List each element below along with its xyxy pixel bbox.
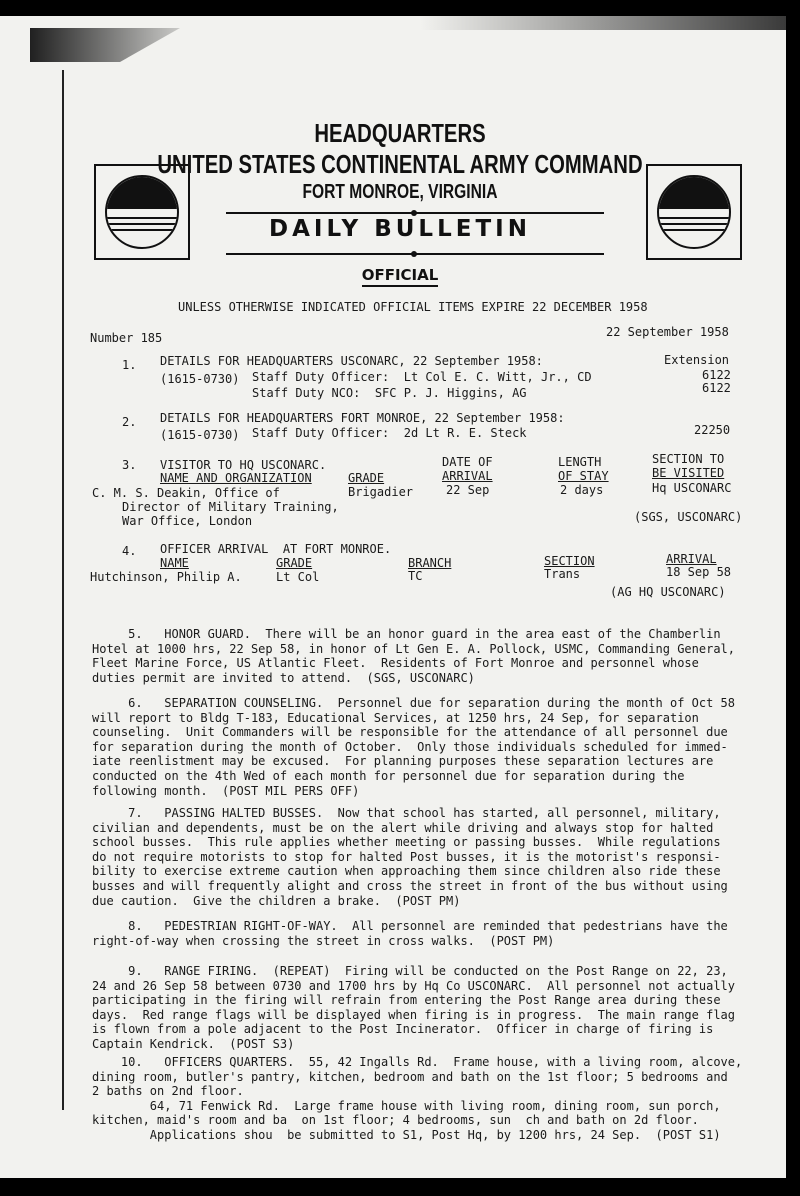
item-range-firing: 9. RANGE FIRING. (REPEAT) Firing will be conducted on the Post Range on 22, 23, 24 and 26 Sep 58 between 0730 and 1700 hrs by Hq Co USCONARC. All personnel not actually participating in the firing will refrain from entering the Post Range area during these days. Red range flags will be displayed when firing is in progress. The main range flag is flown from a pole adjacent to the Post Incinerator. Officer in charge of firing is Captain Kendrick. (POST S3) (92, 964, 735, 1051)
item-title: VISITOR TO HQ USCONARC. (160, 458, 327, 472)
visitor-grade: Brigadier (348, 485, 414, 499)
scan-edge-bottom (0, 1178, 800, 1196)
item-number: 2. (122, 415, 137, 429)
column-header: LENGTH (558, 455, 602, 469)
visitor-name: C. M. S. Deakin, Office of (92, 486, 280, 500)
item-hours: (1615-0730) (160, 372, 240, 386)
item-honor-guard: 5. HONOR GUARD. There will be an honor guard in the area east of the Chamberlin Hotel at 1000 hrs, 22 Sep 58, in honor of Lt Gen E. A. Pollock, USMC, Commanding General, Fleet Marine Force, US Atlantic Fleet. Residents of Fort Monroe and personnel whose duties permit are invited to attend. (SGS, USCONARC) (92, 627, 735, 685)
bulletin-number: Number 185 (90, 331, 163, 345)
column-header: BRANCH (408, 556, 452, 570)
visitor-org: War Office, London (122, 514, 253, 528)
item-number: 3. (122, 458, 137, 472)
header-command: UNITED STATES CONTINENTAL ARMY COMMAND (157, 149, 643, 179)
visitor-length: 2 days (560, 483, 604, 497)
officer-grade: Lt Col (276, 570, 320, 584)
item-passing-halted-busses: 7. PASSING HALTED BUSSES. Now that school has started, all personnel, military, civilian and dependents, must be on the alert while driving and always stop for halted school busses. This rule applies whether meeting or passing busses. While regulations do not require motorists to stop for halted Post busses, it is the motorist's responsi- bility to exercise extreme caution when approaching them since children also ride these busses and will frequently alight and cross the street in front of the bus without using due caution. Give the children a brake. (POST PM) (92, 806, 728, 908)
column-header: ARRIVAL (666, 552, 717, 566)
divider-dot (411, 251, 417, 257)
officer-branch: TC (408, 569, 423, 583)
header-location: FORT MONROE, VIRGINIA (302, 181, 498, 203)
extension-number: 22250 (694, 423, 731, 437)
item-title: OFFICER ARRIVAL AT FORT MONROE. (160, 542, 392, 556)
column-header: DATE OF (442, 455, 493, 469)
scan-edge-right (786, 0, 800, 1196)
official-label: OFFICIAL (0, 266, 800, 284)
bulletin-title: DAILY BULLETIN (269, 216, 531, 242)
item-separation-counseling: 6. SEPARATION COUNSELING. Personnel due for separation during the month of Oct 58 will report to Bldg T-183, Educational Services, at 1250 hrs, 24 Sep, for separation counseling. Unit Commanders will be responsible for the attendance of all personnel due for separation during the month of October. Only those individuals scheduled for immed- iate reenlistment may be excused. For planning purposes these separation lectures are conducted on the 4th Wed of each month for personnel due for separation during the following month. (POST MIL PERS OFF) (92, 696, 735, 798)
bulletin-date: 22 September 1958 (606, 325, 729, 339)
officer-section: Trans (544, 567, 581, 581)
column-header: GRADE (348, 471, 385, 485)
visitor-section: Hq USCONARC (652, 481, 732, 495)
item-title: DETAILS FOR HEADQUARTERS FORT MONROE, 22 September 1958: (160, 411, 565, 425)
column-header: NAME AND ORGANIZATION (160, 471, 312, 485)
column-header: SECTION TO (652, 452, 725, 466)
visitor-date: 22 Sep (446, 483, 490, 497)
expiry-notice: UNLESS OTHERWISE INDICATED OFFICIAL ITEMS EXPIRE 22 DECEMBER 1958 (178, 300, 648, 314)
item-number: 1. (122, 358, 137, 372)
scan-smudge (420, 16, 800, 30)
scan-edge-top (0, 0, 800, 16)
column-header: BE VISITED (652, 466, 725, 480)
column-header: GRADE (276, 556, 313, 570)
item-source: (AG HQ USCONARC) (610, 585, 726, 599)
scan-fold-mark (30, 28, 180, 62)
extension-number: 6122 (702, 381, 731, 395)
column-header: OF STAY (558, 469, 609, 483)
extension-number: 6122 (702, 368, 731, 382)
duty-officer: Staff Duty Officer: 2d Lt R. E. Steck (252, 426, 527, 440)
column-header: ARRIVAL (442, 469, 493, 483)
column-header: SECTION (544, 554, 595, 568)
officer-name: Hutchinson, Philip A. (90, 570, 242, 584)
column-header: NAME (160, 556, 189, 570)
visitor-org: Director of Military Training, (122, 500, 339, 514)
extension-label: Extension (664, 353, 730, 367)
duty-nco: Staff Duty NCO: SFC P. J. Higgins, AG (252, 386, 527, 400)
item-pedestrian-right-of-way: 8. PEDESTRIAN RIGHT-OF-WAY. All personnel are reminded that pedestrians have the right-of-way when crossing the street in cross walks. (POST PM) (92, 919, 728, 948)
header-headquarters: HEADQUARTERS (314, 118, 486, 148)
officer-arrival: 18 Sep 58 (666, 565, 732, 579)
item-number: 4. (122, 544, 137, 558)
item-title: DETAILS FOR HEADQUARTERS USCONARC, 22 September 1958: (160, 354, 543, 368)
item-hours: (1615-0730) (160, 428, 240, 442)
duty-officer: Staff Duty Officer: Lt Col E. C. Witt, Jr., CD (252, 370, 592, 384)
item-source: (SGS, USCONARC) (634, 510, 743, 524)
item-officers-quarters: 10. OFFICERS QUARTERS. 55, 42 Ingalls Rd. Frame house, with a living room, alcove, dining room, butler's pantry, kitchen, bedroom and bath on the 1st floor; 5 bedrooms and 2 baths on 2nd floor. 64, 71 Fenwick Rd. Large frame house with living room, dining room, sun porch, kitchen, maid's room and ba on 1st floor; 4 bedrooms, sun ch and bath on 2d floor. Applications shou be submitted to S1, Post Hq, by 1200 hrs, 24 Sep. (POST S1) (92, 1055, 743, 1142)
